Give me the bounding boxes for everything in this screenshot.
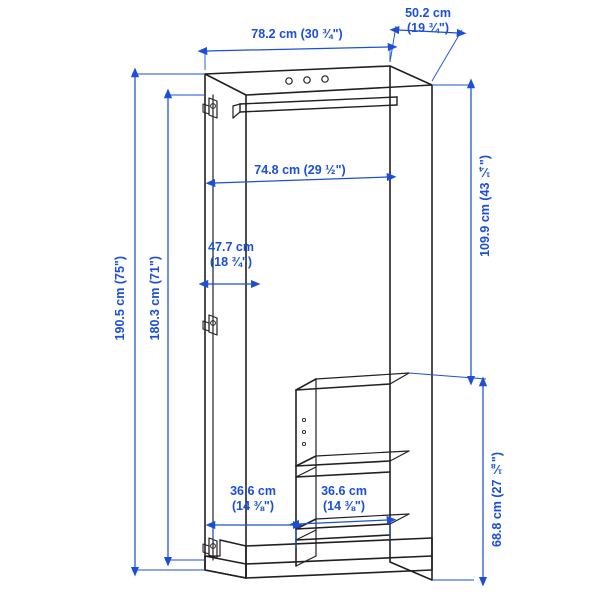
shelf-pin-hole-1 xyxy=(302,418,305,421)
hinge-middle-plate xyxy=(203,321,209,331)
lower-shelf-right-return xyxy=(390,514,409,524)
dim-label-right-bay-width: 36.6 cm (14 ⅜") xyxy=(321,484,367,514)
shelf-unit-top-right-return xyxy=(390,373,409,384)
middle-shelf-front-edge xyxy=(296,461,390,466)
dim-line-top-width xyxy=(206,47,389,51)
top-fixing-hole-3 xyxy=(322,76,328,82)
dim-label-door-width: 47.7 cm (18 ¾") xyxy=(208,240,254,270)
cabinet-top-face xyxy=(205,66,432,95)
cabinet-base-back-edge xyxy=(246,538,432,546)
shelf-pin-hole-3 xyxy=(302,442,305,445)
dim-label-top-depth: 50.2 cm (19 ¾") xyxy=(405,6,451,36)
clothes-rail-bottom xyxy=(240,105,397,112)
dim-label-lower-height: 68.8 cm (27 ⅛") xyxy=(490,452,504,547)
dim-label-total-height: 190.5 cm (75") xyxy=(113,256,127,341)
dim-label-top-width: 78.2 cm (30 ¾") xyxy=(251,27,343,41)
ext-top-depth-left xyxy=(390,26,396,62)
ext-top-depth-right xyxy=(432,30,462,81)
dim-label-hanging-height: 109.9 cm (43 ¼") xyxy=(478,155,492,257)
dim-label-inner-height: 180.3 cm (71") xyxy=(148,256,162,341)
lower-shelf-front-lower-edge xyxy=(296,535,390,540)
hinge-top-plate xyxy=(203,104,209,114)
shelf-unit-top-back-edge xyxy=(316,373,409,379)
lower-shelf-back-edge xyxy=(316,514,409,519)
lower-shelf-front-edge xyxy=(296,524,390,529)
clothes-rail-left-bracket-top xyxy=(233,104,240,106)
middle-shelf-back-edge xyxy=(316,451,409,456)
dim-label-left-bay-width: 36.6 cm (14 ⅜") xyxy=(230,484,276,514)
ext-hanging-height-bottom xyxy=(409,373,486,379)
middle-shelf-front-lower-edge xyxy=(296,472,390,477)
cabinet-base-left-return xyxy=(220,540,246,546)
dim-label-inner-width: 74.8 cm (29 ½") xyxy=(254,163,346,177)
cabinet-plinth-front xyxy=(246,556,432,578)
cabinet-plinth-left xyxy=(205,556,246,578)
hinge-bottom-plate xyxy=(203,544,209,554)
shelf-pin-hole-2 xyxy=(302,430,305,433)
top-fixing-hole-1 xyxy=(286,78,292,84)
middle-shelf-right-return xyxy=(390,451,409,461)
clothes-rail-top xyxy=(240,97,397,104)
clothes-rail-left-bracket-bottom xyxy=(233,112,240,118)
shelf-unit-top-front-edge xyxy=(296,384,390,390)
top-fixing-hole-2 xyxy=(304,77,310,83)
